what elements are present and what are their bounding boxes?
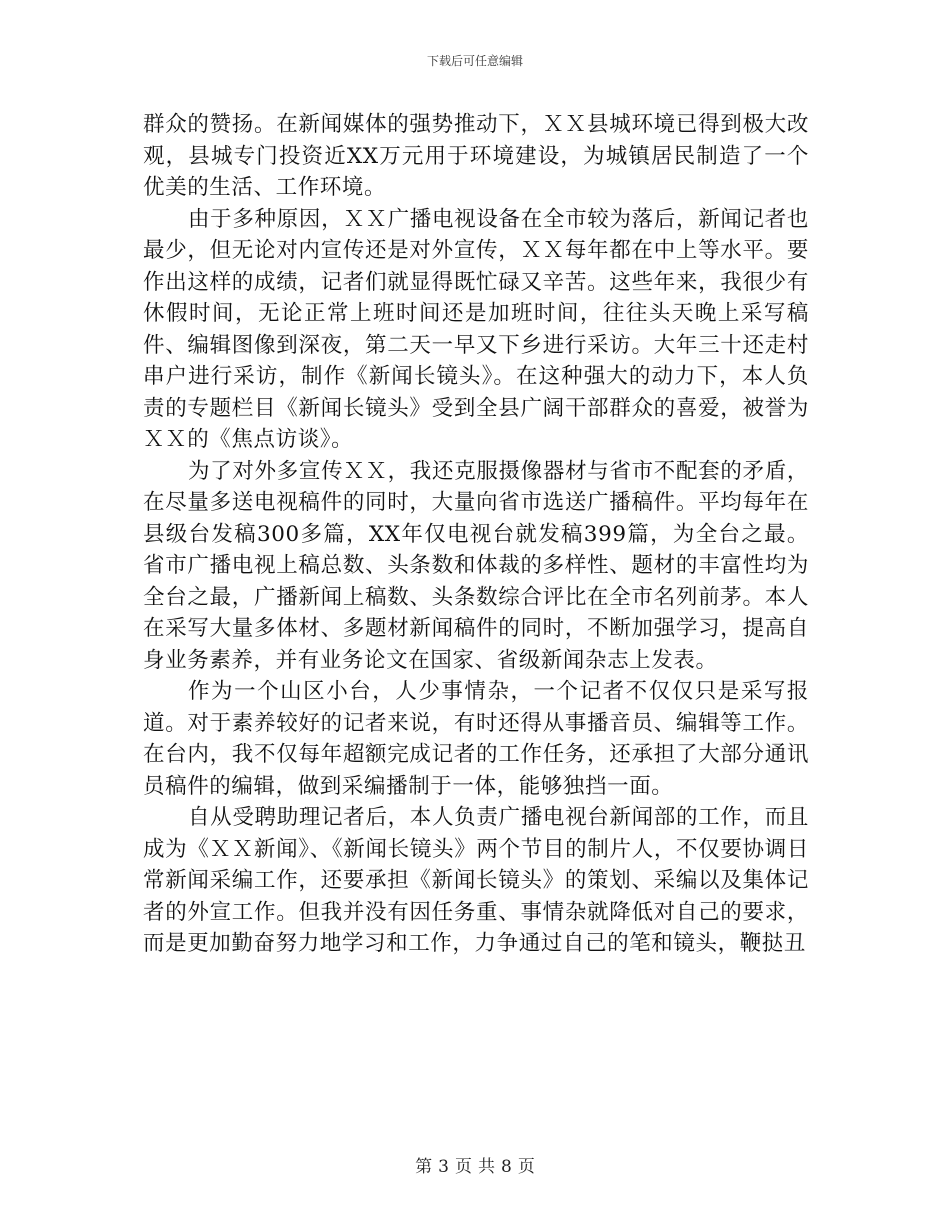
footer-current-page: 3	[438, 1157, 449, 1177]
footer-suffix: 页	[517, 1157, 535, 1177]
paragraph-2: 由于多种原因，ＸＸ广播电视设备在全市较为落后，新闻记者也最少，但无论对内宣传还是对外宣传，ＸＸ每年都在中上等水平。要作出这样的成绩，记者们就显得既忙碌又辛苦。这些年来，我很少有休假时间，无论正常上班时间还是加班时间，往往头天晚上采写稿件、编辑图像到深夜，第二天一早又下乡进行采访。大年三十还走村串户进行采访，制作《新闻长镜头》。在这种强大的动力下，本人负责的专题栏目《新闻长镜头》受到全县广阔干部群众的喜爱，被誉为ＸＸ的《焦点访谈》。	[143, 206, 809, 452]
footer-prefix: 第	[415, 1157, 433, 1177]
paragraph-5: 自从受聘助理记者后，本人负责广播电视台新闻部的工作，而且成为《ＸＸ新闻》、《新闻长镜头》两个节目的制片人，不仅要协调日常新闻采编工作，还要承担《新闻长镜头》的策划、采编以及集体记者的外宣工作。但我并没有因任务重、事情杂就降低对自己的要求，而是更加勤奋努力地学习和工作，力争通过自己的笔和镜头，鞭挞丑	[143, 805, 809, 956]
paragraph-3: 为了对外多宣传ＸＸ，我还克服摄像器材与省市不配套的矛盾，在尽量多送电视稿件的同时，大量向省市选送广播稿件。平均每年在县级台发稿300多篇，XX年仅电视台就发稿399篇，为全台之最。省市广播电视上稿总数、头条数和体裁的多样性、题材的丰富性均为全台之最，广播新闻上稿数、头条数综合评比在全市名列前茅。本人在采写大量多体材、多题材新闻稿件的同时，不断加强学习，提高自身业务素养，并有业务论文在国家、省级新闻杂志上发表。	[143, 458, 809, 673]
document-body	[143, 109, 809, 960]
footer-total-pages: 8	[501, 1157, 512, 1177]
paragraph-1: 群众的赞扬。在新闻媒体的强势推动下，ＸＸ县城环境已得到极大改观，县城专门投资近XX万元用于环境建设，为城镇居民制造了一个优美的生活、工作环境。	[143, 112, 809, 200]
paragraph-4: 作为一个山区小台，人少事情杂，一个记者不仅仅只是采写报道。对于素养较好的记者来说，有时还得从事播音员、编辑等工作。在台内，我不仅每年超额完成记者的工作任务，还承担了大部分通讯员稿件的编辑，做到采编播制于一体，能够独挡一面。	[143, 679, 809, 799]
page-header-note: 下载后可任意编辑	[426, 54, 523, 68]
footer-total-word: 共	[478, 1157, 495, 1177]
footer-page-word: 页	[455, 1157, 472, 1177]
page-footer	[0, 1152, 950, 1177]
